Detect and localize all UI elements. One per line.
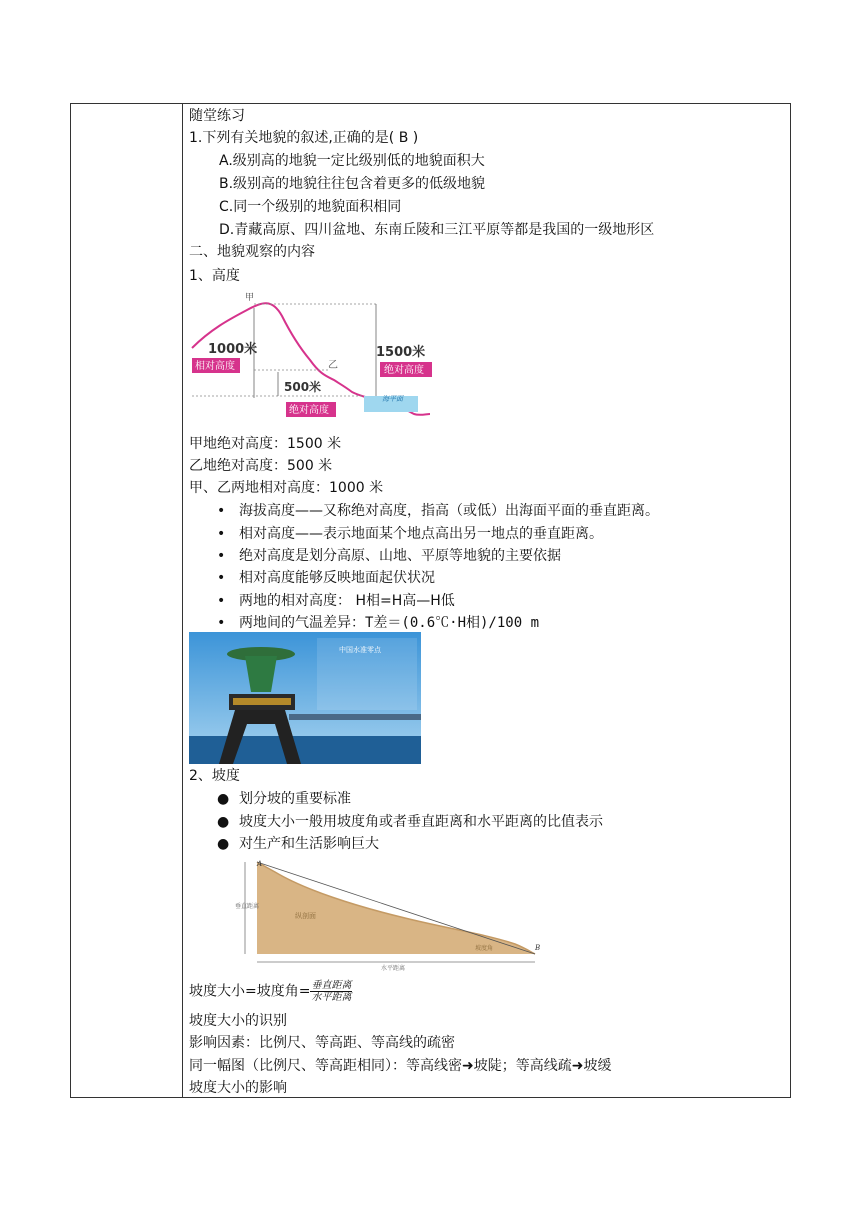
slope-denominator: 水平距离 — [311, 992, 352, 1003]
slope-bullet-1-text: 划分坡的重要标准 — [239, 791, 351, 807]
bullet-dot-icon: ● — [217, 791, 230, 807]
photo-monument-plaque — [233, 698, 291, 705]
lesson-table — [70, 103, 791, 1098]
slope-bullet-3-text: 对生产和生活影响巨大 — [239, 836, 379, 852]
point-b: B — [535, 944, 541, 952]
height-bullet-5-text: 两地的相对高度： H相=H高—H低 — [239, 593, 455, 609]
bullet-dot-icon: • — [217, 615, 226, 631]
height-bullet-6 — [217, 613, 539, 633]
question-stem: 1.下列有关地貌的叙述,正确的是( B ) — [189, 130, 419, 146]
point-a: A — [257, 860, 263, 868]
height-bullet-1-text: 海拔高度——又称绝对高度，指高（或低）出海面平面的垂直距离。 — [239, 503, 659, 519]
bullet-dot-icon: • — [217, 503, 226, 519]
bullet-dot-icon: ● — [217, 836, 230, 852]
abs-value-yi: 500米 — [284, 380, 322, 394]
height-bullet-1 — [217, 501, 659, 521]
abs-label-jia: 绝对高度 — [384, 365, 424, 376]
photo-leveling-origin — [189, 632, 421, 764]
slope-bullet-2-text: 坡度大小一般用坡度角或者垂直距离和水平距离的比值表示 — [239, 814, 603, 830]
height-bullet-3 — [217, 546, 561, 566]
horizontal-label: 水平距离 — [381, 965, 406, 972]
slope-formula-prefix: 坡度大小=坡度角= — [189, 983, 311, 1000]
slope-line-4: 坡度大小的影响 — [189, 1080, 287, 1096]
option-c: C.同一个级别的地貌面积相同 — [219, 199, 402, 215]
rel-value: 1000米 — [208, 342, 258, 357]
photo-pier — [289, 714, 421, 720]
bullet-dot-icon: • — [217, 548, 226, 564]
option-b: B.级别高的地貌往往包含着更多的低级地貌 — [219, 176, 486, 192]
slope-bullet-1 — [217, 789, 351, 809]
slope-title: 2、坡度 — [189, 768, 240, 784]
height-bullet-2 — [217, 524, 603, 544]
slope-numerator: 垂直距离 — [311, 980, 352, 991]
section-practice: 随堂练习 — [189, 108, 245, 124]
slope-fraction — [310, 980, 352, 1003]
photo-title: 中国水准零点 — [339, 646, 381, 654]
slope-diagram — [235, 858, 555, 972]
bullet-dot-icon: • — [217, 526, 226, 542]
height-bullet-4 — [217, 568, 435, 588]
fact-yi: 乙地绝对高度：500 米 — [189, 458, 333, 474]
option-d: D.青藏高原、四川盆地、东南丘陵和三江平原等都是我国的一级地形区 — [219, 222, 655, 238]
abs-value-jia: 1500米 — [376, 345, 426, 360]
abs-label-yi: 绝对高度 — [289, 405, 329, 416]
vertical-label: 垂直距离 — [235, 903, 260, 910]
height-bullet-6-text: 两地间的气温差异：T差＝(0.6℃·H相)/100 m — [239, 615, 540, 631]
slope-line-2: 影响因素：比例尺、等高距、等高线的疏密 — [189, 1035, 455, 1051]
slope-formula — [189, 980, 352, 1003]
bullet-dot-icon: • — [217, 570, 226, 586]
height-bullet-2-text: 相对高度——表示地面某个地点高出另一地点的垂直距离。 — [239, 526, 603, 542]
angle-label: 坡度角 — [475, 945, 494, 952]
slope-bullet-3 — [217, 834, 379, 854]
height-bullet-3-text: 绝对高度是划分高原、山地、平原等地貌的主要依据 — [239, 548, 561, 564]
area-label: 纵剖面 — [295, 912, 316, 920]
column-divider — [182, 104, 183, 1097]
bullet-dot-icon: ● — [217, 814, 230, 830]
height-bullet-5 — [217, 591, 455, 611]
point-yi: 乙 — [328, 360, 338, 371]
sea-label: 海平面 — [382, 395, 403, 403]
section2-title: 二、地貌观察的内容 — [189, 244, 315, 260]
height-diagram — [192, 288, 432, 432]
point-jia: 甲 — [245, 293, 255, 303]
slope-line-3: 同一幅图（比例尺、等高距相同）：等高线密➜坡陡；等高线疏➜坡缓 — [189, 1058, 612, 1074]
option-a: A.级别高的地貌一定比级别低的地貌面积大 — [219, 153, 485, 169]
slope-bullet-2 — [217, 812, 603, 832]
height-title: 1、高度 — [189, 268, 240, 284]
slope-line-1: 坡度大小的识别 — [189, 1013, 287, 1029]
bullet-dot-icon: • — [217, 593, 226, 609]
rel-label: 相对高度 — [195, 361, 235, 372]
fact-relative: 甲、乙两地相对高度：1000 米 — [189, 480, 384, 496]
fact-jia: 甲地绝对高度：1500 米 — [189, 436, 342, 452]
height-bullet-4-text: 相对高度能够反映地面起伏状况 — [239, 570, 435, 586]
